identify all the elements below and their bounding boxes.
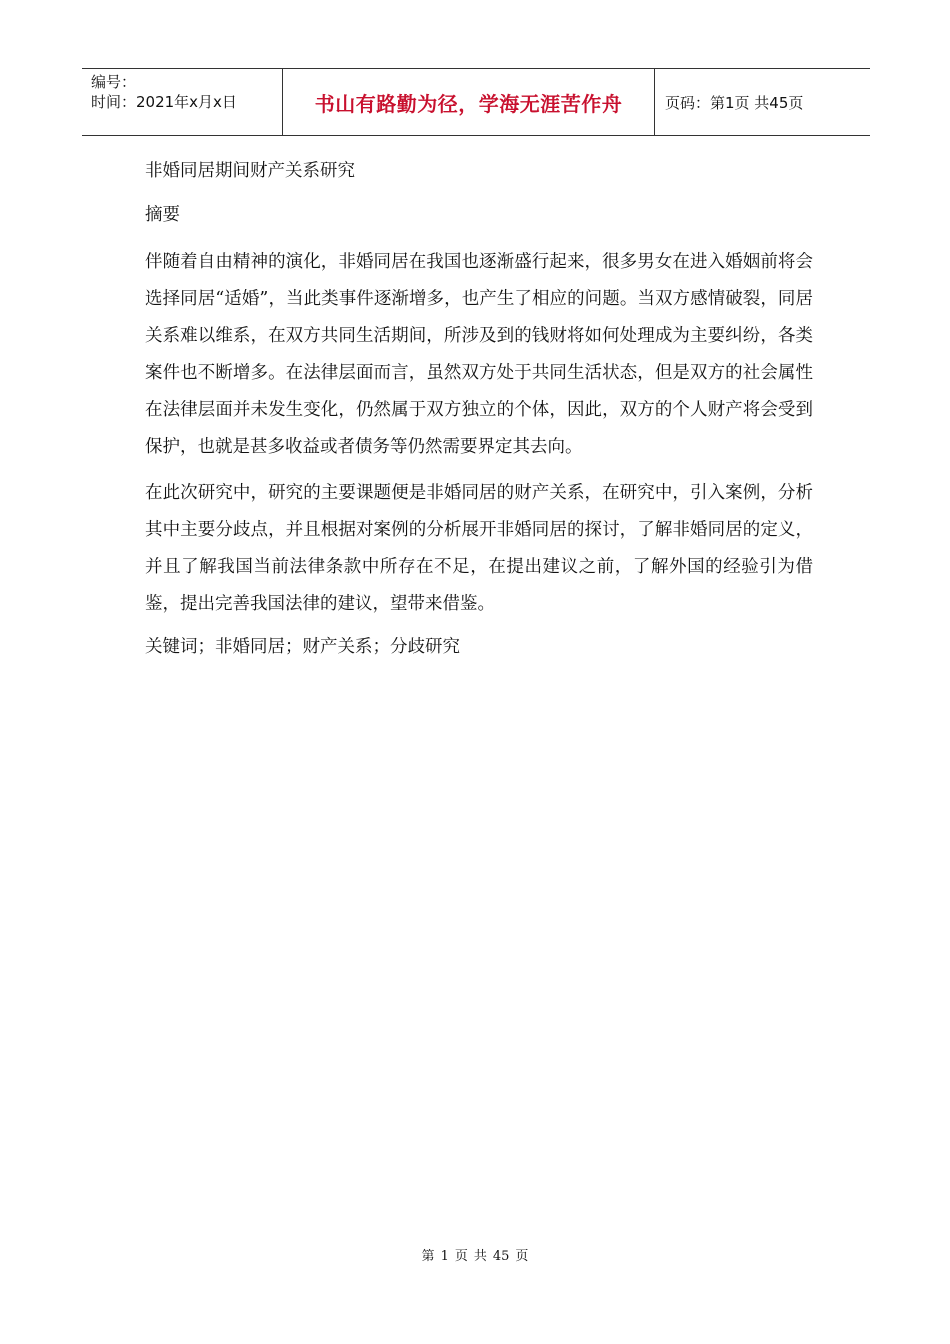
footer-page-number: 1	[440, 1249, 449, 1264]
footer-word-gong: 共	[473, 1249, 487, 1264]
header-right-cell	[655, 69, 870, 135]
footer-word-ye-2: 页	[515, 1249, 529, 1264]
abstract-paragraph-2: 在此次研究中，研究的主要课题便是非婚同居的财产关系，在研究中，引入案例，分析其中主要分歧点，并且根据对案例的分析展开非婚同居的探讨，了解非婚同居的定义，并且了解我国当前法律条款中所存在不足，在提出建议之前，了解外国的经验引为借鉴，提出完善我国法律的建议，望带来借鉴。	[145, 483, 813, 614]
page-footer	[0, 1245, 950, 1264]
keywords-line: 关键词；非婚同居；财产关系；分歧研究	[145, 637, 460, 657]
abstract-heading: 摘要	[145, 205, 180, 225]
footer-total-pages: 45	[492, 1249, 510, 1264]
page-info: 页码：第1页 共45页	[665, 93, 804, 112]
date-label: 时间：2021年x月x日	[91, 93, 237, 111]
footer-word-ye: 页	[454, 1249, 468, 1264]
document-title: 非婚同居期间财产关系研究	[145, 161, 355, 181]
header-left-cell	[82, 69, 282, 135]
number-label: 编号：	[91, 73, 137, 91]
abstract-paragraph-1: 伴随着自由精神的演化，非婚同居在我国也逐渐盛行起来，很多男女在进入婚姻前将会选择同居“适婚”，当此类事件逐渐增多，也产生了相应的问题。当双方感情破裂，同居关系难以维系，在双方共同生活期间，所涉及到的钱财将如何处理成为主要纠纷，各类案件也不断增多。在法律层面而言，虽然双方处于共同生活状态，但是双方的社会属性在法律层面并未发生变化，仍然属于双方独立的个体，因此，双方的个人财产将会受到保护，也就是甚多收益或者债务等仍然需要界定其去向。	[145, 252, 813, 457]
page-header	[82, 68, 870, 136]
document-body	[145, 156, 813, 662]
header-middle-cell	[282, 69, 655, 135]
header-motto: 书山有路勤为径，学海无涯苦作舟	[314, 91, 623, 116]
footer-word-di: 第	[421, 1249, 435, 1264]
